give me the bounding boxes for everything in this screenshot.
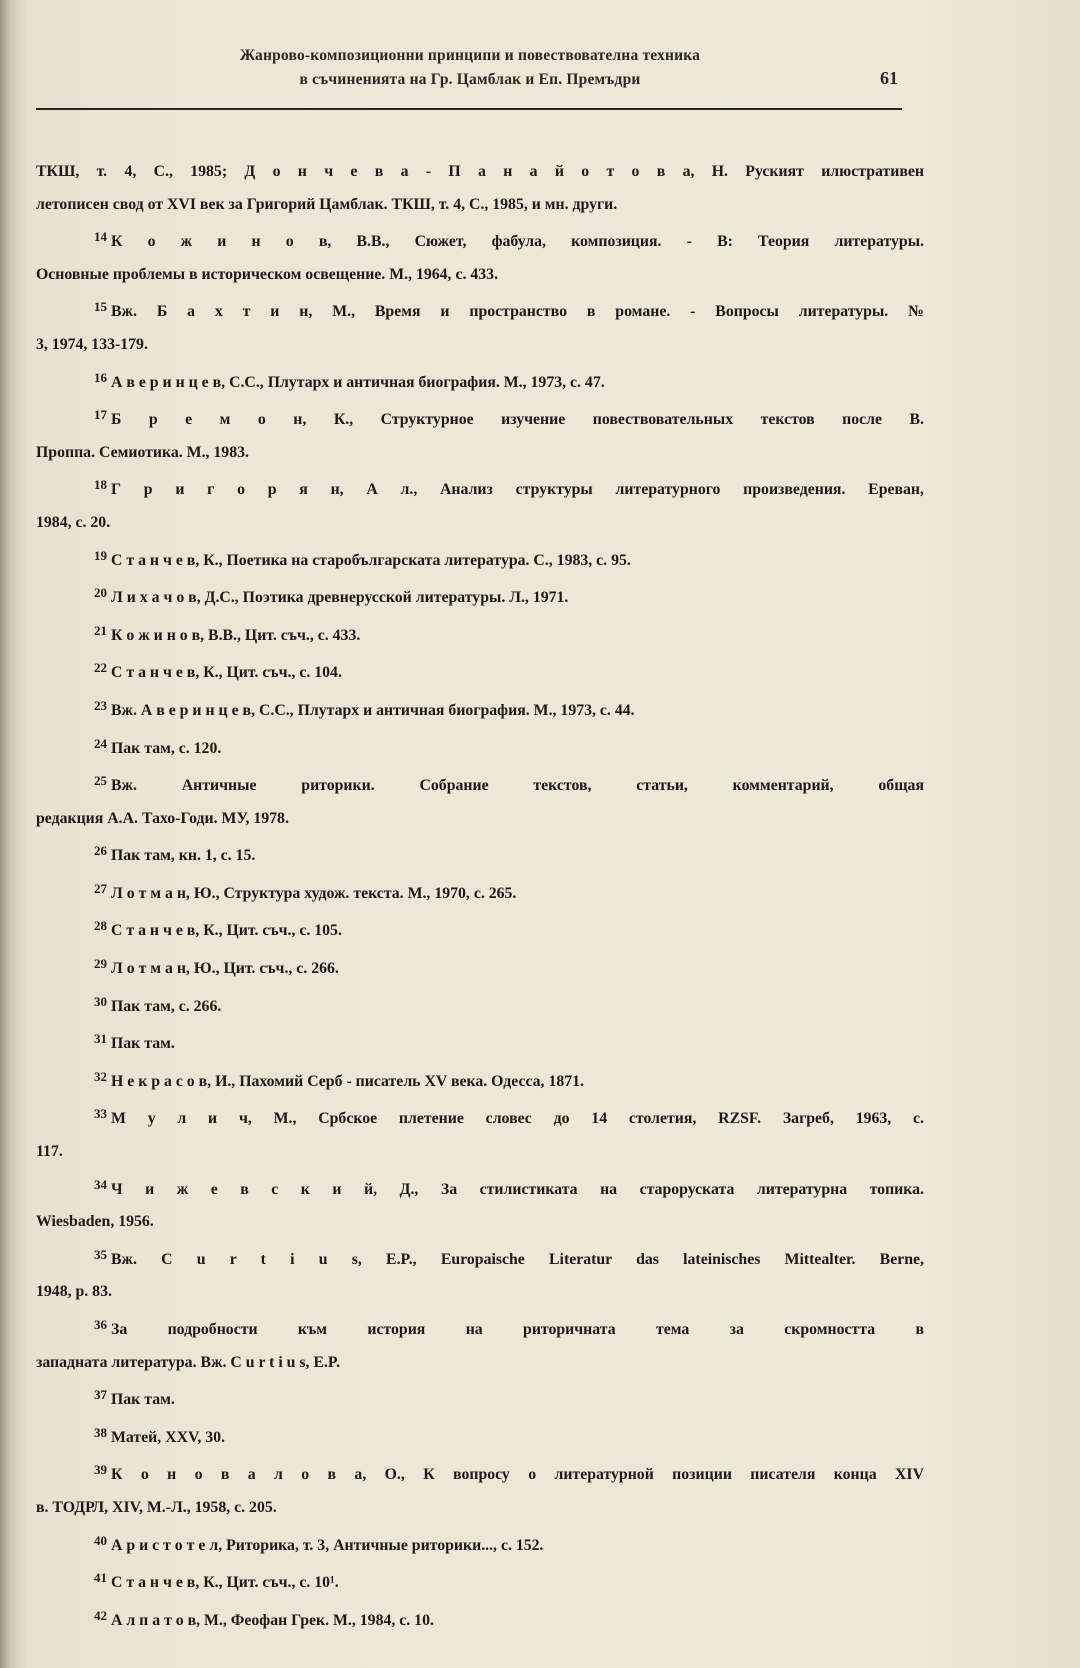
footnote-text: Пак там.: [111, 1035, 175, 1053]
footnote-text: С т а н ч е в, К., Поетика на старобългарската литература. С., 1983, с. 95.: [111, 551, 631, 569]
footnote-text: С т а н ч е в, К., Цит. съч., с. 10¹.: [111, 1574, 339, 1592]
footnote-19: [36, 540, 924, 578]
footnote-text: К о ж и н о в, В.В., Цит. съч., с. 433.: [111, 626, 361, 644]
footnote-34-cont: Wiesbaden, 1956.: [36, 1213, 154, 1231]
footnote-18-cont: 1984, с. 20.: [36, 513, 111, 531]
footnote-text: А р и с т о т е л, Риторика, т. 3, Античные риторики..., с. 152.: [111, 1536, 544, 1554]
footnote-text: Вж. C u r t i u s, E.P., Europaische Literatur das lateinisches Mittealter. Berne,: [111, 1250, 924, 1268]
footnote-number: 21: [94, 622, 107, 638]
footnote-text: Пак там, кн. 1, с. 15.: [111, 847, 256, 865]
footnote-32: [36, 1061, 924, 1099]
footnote-text: Вж. А в е р и н ц е в, С.С., Плутарх и античная биография. М., 1973, с. 44.: [111, 701, 635, 719]
footnote-25-cont: редакция А.А. Тахо-Годи. МУ, 1978.: [36, 809, 289, 827]
footnote-14: [36, 221, 924, 259]
footnote-number: 41: [94, 1570, 107, 1586]
footnote-number: 37: [94, 1387, 107, 1403]
footnote-text: К о ж и н о в, В.В., Сюжет, фабула, композиция. - В: Теория литературы.: [111, 233, 924, 251]
footnote-text: Н е к р а с о в, И., Пахомий Серб - писатель XV века. Одесса, 1871.: [111, 1072, 584, 1090]
footnote-15-cont: 3, 1974, 133-179.: [36, 335, 148, 353]
footnote-number: 16: [94, 369, 107, 385]
footnote-number: 38: [94, 1424, 107, 1440]
footnote-number: 27: [94, 880, 107, 896]
footnote-number: 34: [94, 1176, 107, 1192]
footnote-number: 24: [94, 735, 107, 751]
footnote-number: 23: [94, 697, 107, 713]
header-rule: [36, 108, 902, 110]
footnote-30: [36, 986, 924, 1024]
footnotes: [36, 156, 924, 1637]
footnote-text: Пак там, с. 120.: [111, 739, 222, 757]
footnote-number: 25: [94, 773, 107, 789]
footnote-number: 18: [94, 477, 107, 493]
footnote-37: [36, 1379, 924, 1417]
footnote-35-cont: 1948, p. 83.: [36, 1283, 112, 1301]
footnote-text: Г р и г о р я н, А л., Анализ структуры литературного произведения. Ереван,: [111, 481, 924, 499]
footnote-text: М у л и ч, М., Србское плетение словес до 14 столетия, RZSF. Загреб, 1963, с.: [111, 1110, 924, 1128]
footnote-17: [36, 399, 924, 437]
footnote-text: С т а н ч е в, К., Цит. съч., с. 105.: [111, 922, 342, 940]
footnote-27: [36, 873, 924, 911]
footnote-text: За подробности към история на риторичната тема за скромността в: [111, 1321, 924, 1338]
footnote-20: [36, 577, 924, 615]
footnote-18: [36, 469, 924, 507]
footnote-17-cont: Проппа. Семиотика. М., 1983.: [36, 443, 249, 461]
footnote-15: [36, 291, 924, 329]
running-head: [120, 44, 820, 92]
footnote-text: Матей, XXV, 30.: [111, 1428, 226, 1446]
footnote-number: 17: [94, 407, 107, 423]
footnote-number: 22: [94, 660, 107, 676]
footnote-text: Вж. Б а х т и н, М., Время и пространство в романе. - Вопросы литературы. №: [111, 303, 924, 321]
footnote-text: Л о т м а н, Ю., Цит. съч., с. 266.: [111, 960, 339, 978]
footnote-number: 42: [94, 1607, 107, 1623]
footnote-number: 19: [94, 547, 107, 563]
footnote-text: Л и х а ч о в, Д.С., Поэтика древнерусской литературы. Л., 1971.: [111, 589, 569, 607]
continued-note-line-2: летописен свод от XVI век за Григорий Цамблак. ТКШ, т. 4, С., 1985, и мн. други.: [36, 195, 618, 213]
footnote-21: [36, 615, 924, 653]
footnote-number: 33: [94, 1106, 107, 1122]
footnote-28: [36, 910, 924, 948]
footnote-29: [36, 948, 924, 986]
footnote-text: С т а н ч е в, К., Цит. съч., с. 104.: [111, 664, 342, 682]
footnote-text: Ч и ж е в с к и й, Д., За стилистиката на староруската литературна топика.: [111, 1180, 924, 1198]
footnote-35: [36, 1239, 924, 1277]
footnote-36: [36, 1309, 924, 1347]
footnote-number: 40: [94, 1532, 107, 1548]
footnote-40: [36, 1525, 924, 1563]
footnote-text: А л п а т о в, М., Феофан Грек. М., 1984, с. 10.: [111, 1611, 434, 1629]
footnote-26: [36, 835, 924, 873]
footnote-number: 32: [94, 1068, 107, 1084]
footnote-24: [36, 728, 924, 766]
footnote-41: [36, 1562, 924, 1600]
footnote-38: [36, 1417, 924, 1455]
footnote-text: Пак там, с. 266.: [111, 997, 222, 1015]
footnote-34: [36, 1169, 924, 1207]
footnote-text: Л о т м а н, Ю., Структура худож. текста. М., 1970, с. 265.: [111, 884, 517, 902]
footnote-number: 14: [94, 229, 107, 245]
footnote-22: [36, 652, 924, 690]
running-head-line-2: в съчиненията на Гр. Цамблак и Еп. Премъдри: [299, 71, 641, 88]
footnote-39: [36, 1454, 924, 1492]
footnote-31: [36, 1023, 924, 1061]
footnote-36-cont: западната литература. Вж. C u r t i u s, E.P.: [36, 1353, 341, 1371]
page-number: 61: [880, 68, 898, 88]
running-head-line-1: Жанрово-композиционни принципи и повествователна техника: [239, 47, 701, 64]
footnote-number: 29: [94, 956, 107, 972]
footnote-33: [36, 1098, 924, 1136]
footnote-25: [36, 765, 924, 803]
footnote-number: 20: [94, 585, 107, 601]
footnote-16: [36, 362, 924, 400]
footnote-14-cont: Основные проблемы в историческом освещение. М., 1964, с. 433.: [36, 265, 499, 283]
footnote-text: Вж. Античные риторики. Собрание текстов, статьи, комментарий, общая: [111, 777, 924, 795]
continued-note-line-1: ТКШ, т. 4, С., 1985; Д о н ч е в а - П а н а й о т о в а, Н. Руският илюстративен: [36, 163, 924, 180]
footnote-23: [36, 690, 924, 728]
footnote-number: 28: [94, 918, 107, 934]
footnote-42: [36, 1600, 924, 1638]
footnote-number: 31: [94, 1031, 107, 1047]
footnote-number: 39: [94, 1462, 107, 1478]
footnote-number: 36: [94, 1317, 107, 1332]
footnote-text: А в е р и н ц е в, С.С., Плутарх и античная биография. М., 1973, с. 47.: [111, 373, 605, 391]
footnote-number: 35: [94, 1246, 107, 1262]
footnote-number: 15: [94, 299, 107, 315]
footnote-text: Б р е м о н, К., Структурное изучение повествовательных текстов после В.: [111, 411, 924, 429]
footnote-39-cont: в. ТОДРЛ, XIV, М.-Л., 1958, с. 205.: [36, 1498, 277, 1516]
footnote-number: 26: [94, 843, 107, 859]
footnote-number: 30: [94, 993, 107, 1009]
footnote-text: Пак там.: [111, 1391, 175, 1409]
footnote-33-cont: 117.: [36, 1143, 63, 1161]
footnote-text: К о н о в а л о в а, О., К вопросу о литературной позиции писателя конца XIV: [111, 1466, 924, 1484]
